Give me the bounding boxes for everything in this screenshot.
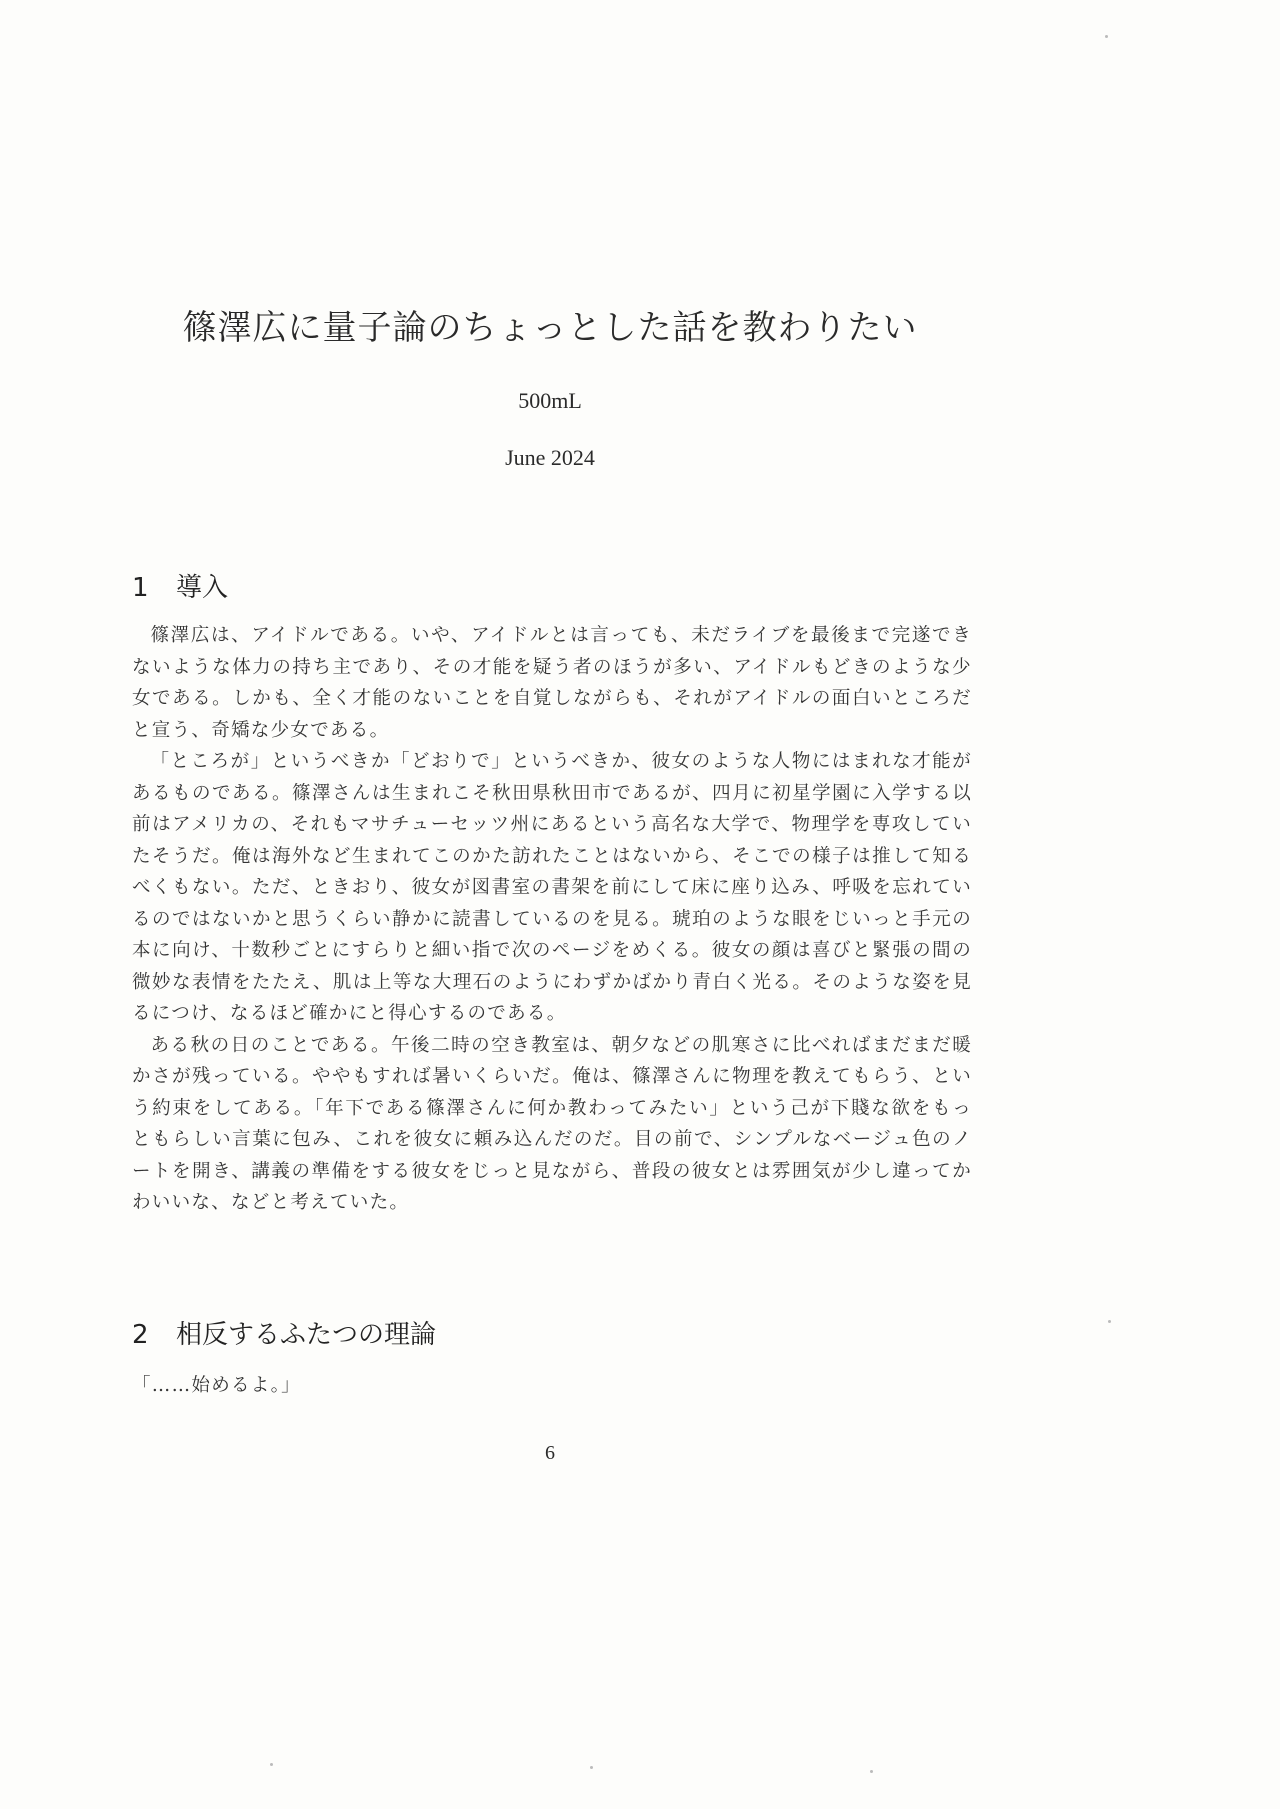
- section-number: 1: [132, 573, 149, 603]
- paragraph: 「ところが」というべきか「どおりで」というべきか、彼女のような人物にはまれな才能があるものである。篠澤さんは生まれこそ秋田県秋田市であるが、四月に初星学園に入学する以前はアメリカの、それもマサチューセッツ州にあるという高名な大学で、物理学を専攻していたそうだ。俺は海外など生まれてこのかた訪れたことはないから、そこでの様子は推して知るべくもない。ただ、ときおり、彼女が図書室の書架を前にして床に座り込み、呼吸を忘れているのではないかと思うくらい静かに読書しているのを見る。琥珀のような眼をじいっと手元の本に向け、十数秒ごとにすらりと細い指で次のページをめくる。彼女の顔は喜びと緊張の間の微妙な表情をたたえ、肌は上等な大理石のようにわずかばかり青白く光る。そのような姿を見るにつけ、なるほど確かにと得心するのである。: [132, 751, 972, 1024]
- scan-speck: [590, 1766, 593, 1769]
- scan-speck: [1108, 1320, 1111, 1323]
- document-title: 篠澤広に量子論のちょっとした話を教わりたい: [182, 308, 918, 348]
- scan-speck: [1105, 35, 1108, 38]
- section-number: 2: [132, 1320, 149, 1350]
- scan-speck: [270, 1763, 273, 1766]
- section-body-1: [132, 620, 972, 1219]
- section-heading-2: [132, 1314, 436, 1351]
- paragraph: ある秋の日のことである。午後二時の空き教室は、朝夕などの肌寒さに比べればまだまだ暖かさが残っている。ややもすれば暑いくらいだ。俺は、篠澤さんに物理を教えてもらう、という約束をしてある。「年下である篠澤さんに何か教わってみたい」という己が下賤な欲をもっともらしい言葉に包み、これを彼女に頼み込んだのだ。目の前で、シンプルなベージュ色のノートを開き、講義の準備をする彼女をじっと見ながら、普段の彼女とは雰囲気が少し違ってかわいいな、などと考えていた。: [132, 1034, 972, 1213]
- page-number: 6: [545, 1442, 555, 1464]
- section-title: 導入: [176, 573, 229, 603]
- scan-speck: [870, 1770, 873, 1773]
- author-name: 500mL: [518, 388, 582, 413]
- section-heading-1: [132, 567, 228, 604]
- paragraph: 「……始めるよ。」: [132, 1375, 301, 1396]
- paragraph: 篠澤広は、アイドルである。いや、アイドルとは言っても、未だライブを最後まで完遂できないような体力の持ち主であり、その才能を疑う者のほうが多い、アイドルもどきのような少女である。しかも、全く才能のないことを自覚しながらも、それがアイドルの面白いところだと宣う、奇矯な少女である。: [132, 625, 972, 741]
- section-title: 相反するふたつの理論: [176, 1320, 437, 1350]
- section-body-2: [132, 1370, 972, 1402]
- publication-date: June 2024: [505, 445, 595, 470]
